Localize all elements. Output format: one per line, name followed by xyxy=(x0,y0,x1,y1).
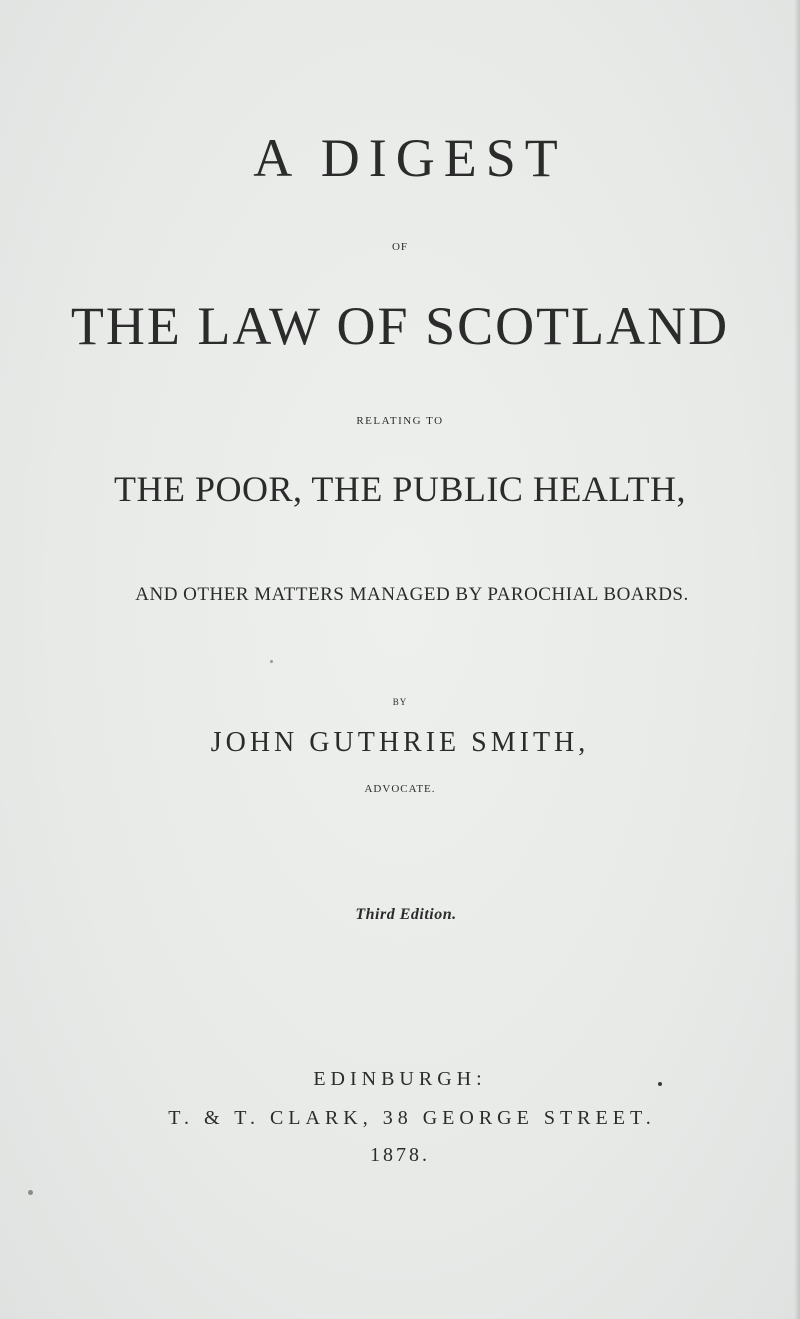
relating-to-label: RELATING TO xyxy=(356,415,444,427)
author-title: ADVOCATE. xyxy=(364,783,436,795)
subject-line-2: AND OTHER MATTERS MANAGED BY PAROCHIAL BOARDS. xyxy=(135,584,689,605)
paper-speck xyxy=(270,660,273,663)
page-edge-shadow xyxy=(794,0,800,1319)
author-name: JOHN GUTHRIE SMITH, xyxy=(210,727,590,758)
paper-speck xyxy=(28,1190,33,1195)
edition-label: Third Edition. xyxy=(355,906,457,923)
imprint-year: 1878. xyxy=(370,1144,430,1166)
subject-line-1: THE POOR, THE PUBLIC HEALTH, xyxy=(113,469,687,509)
book-title-line-2: THE LAW OF SCOTLAND xyxy=(70,296,730,356)
book-title-line-1: A DIGEST xyxy=(253,128,567,188)
imprint-city: EDINBURGH: xyxy=(313,1068,487,1090)
book-title-of: OF xyxy=(391,241,409,253)
by-label: BY xyxy=(392,697,408,707)
paper-speck xyxy=(658,1082,662,1086)
imprint-publisher: T. & T. CLARK, 38 GEORGE STREET. xyxy=(168,1107,656,1129)
